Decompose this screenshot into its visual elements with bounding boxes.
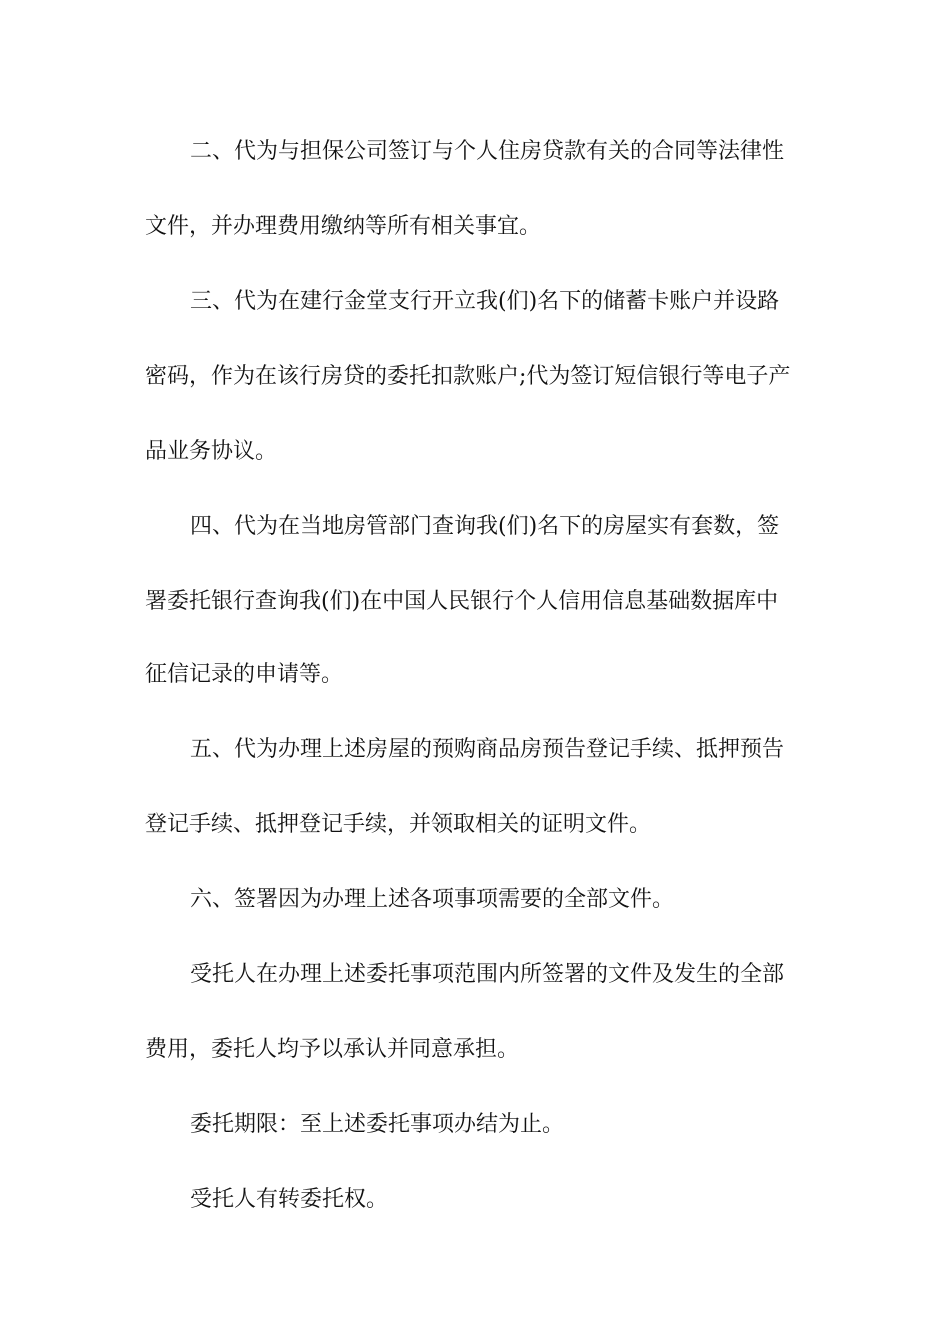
item-3-line-1: 三、代为在建行金堂支行开立我(们)名下的储蓄卡账户并设路 — [190, 289, 780, 314]
expense-clause-line-1: 受托人在办理上述委托事项范围内所签署的文件及发生的全部 — [190, 962, 785, 987]
item-6-line-1: 六、签署因为办理上述各项事项需要的全部文件。 — [190, 887, 675, 912]
term-clause: 委托期限：至上述委托事项办结为止。 — [190, 1112, 565, 1137]
sub-delegation-clause: 受托人有转委托权。 — [190, 1187, 389, 1212]
item-2-line-2: 文件，并办理费用缴纳等所有相关事宜。 — [145, 214, 542, 239]
item-3-line-2: 密码，作为在该行房贷的委托扣款账户;代为签订短信银行等电子产 — [145, 364, 791, 389]
item-3-line-3: 品业务协议。 — [145, 439, 278, 464]
expense-clause-line-2: 费用，委托人均予以承认并同意承担。 — [145, 1037, 520, 1062]
item-2-line-1: 二、代为与担保公司签订与个人住房贷款有关的合同等法律性 — [190, 139, 785, 164]
item-4-line-2: 署委托银行查询我(们)在中国人民银行个人信用信息基础数据库中 — [145, 589, 779, 614]
item-5-line-2: 登记手续、抵押登记手续，并领取相关的证明文件。 — [145, 812, 652, 837]
item-4-line-3: 征信记录的申请等。 — [145, 662, 344, 687]
item-4-line-1: 四、代为在当地房管部门查询我(们)名下的房屋实有套数，签 — [190, 514, 780, 539]
item-5-line-1: 五、代为办理上述房屋的预购商品房预告登记手续、抵押预告 — [190, 737, 785, 762]
